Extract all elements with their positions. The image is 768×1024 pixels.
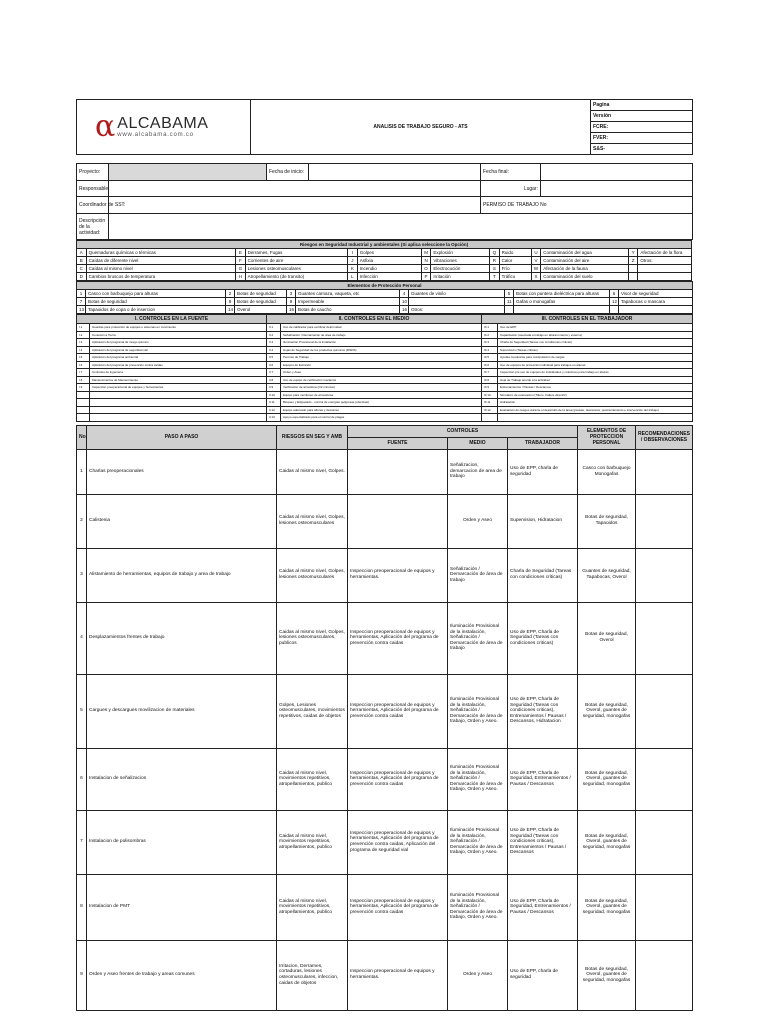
epp-label xyxy=(409,298,505,306)
epp-code: 7 xyxy=(77,298,86,306)
step-epp: Botas de seguridad, Overol, guantes de seguridad, monogafas xyxy=(578,674,636,748)
control-label: Charla de Seguridad (Tareas con condiciones criticas) xyxy=(498,339,693,347)
control-code: III.11 xyxy=(482,399,498,407)
fecha-final-label: Fecha final: xyxy=(481,164,541,181)
control-label: Mantenimientos de Mantenimiento xyxy=(90,376,267,384)
coordinador-label: Coordinador de SST: xyxy=(77,197,109,214)
riesgo-code: F xyxy=(236,257,246,265)
control-label: Equipo adecuado para alturas y descanso xyxy=(281,406,482,414)
step-paso: Alistamiento de herramientas, equipos de trabajo y area de trabajo xyxy=(87,548,277,602)
step-no: 9 xyxy=(77,940,87,1010)
control-label: Apoyo especializado para el control de plagas xyxy=(281,414,482,422)
step-epp: Botas de seguridad, Overol, guantes de seguridad, monogafas xyxy=(578,810,636,874)
control-label: Capacitación (asociada a trabajo en alturas interna y externa) xyxy=(498,331,693,339)
epp-code: 16 xyxy=(400,306,409,314)
epp-label: Gafas o monogafas xyxy=(514,298,610,306)
riesgo-label: Contaminación del aire xyxy=(541,257,629,265)
step-medio: Iluminación Provisional de la instalación, Señalización / Demarcación de área de trabajo, Orden y Aseo. xyxy=(448,874,508,940)
control-code xyxy=(77,399,90,407)
control-code xyxy=(482,414,498,422)
control-code: II.7 xyxy=(267,369,281,377)
riesgo-code: S xyxy=(490,265,500,273)
control-code: III.8 xyxy=(482,376,498,384)
step-no: 4 xyxy=(77,602,87,674)
control-code: II.1 xyxy=(267,324,281,332)
form-title: ANALISIS DE TRABAJO SEGURO - ATS xyxy=(251,100,591,155)
control-label: Orden y Aseo xyxy=(281,369,482,377)
riesgo-label: Frío xyxy=(499,265,531,273)
step-riesgos: Caidas al mismo nivel, Golpes, lesiones osteomusculares xyxy=(277,494,348,548)
riesgo-label: Otros: xyxy=(638,257,692,265)
riesgos-title: Riesgos en Seguridad Industrial y ambientales (Si aplica seleccione la Opción) xyxy=(77,241,692,249)
riesgo-code: K xyxy=(348,265,358,273)
epp-code: 10 xyxy=(400,298,409,306)
controles-table xyxy=(76,314,693,422)
control-code: I.5 xyxy=(77,354,90,362)
epp-label: Botas de seguridad xyxy=(235,298,287,306)
control-label: Uso de equipo de cerificación mecánica xyxy=(281,376,482,384)
step-paso: Cargues y descargues movilizacion de materiales xyxy=(87,674,277,748)
control-label: Verificación de atmósfera (O2 minutos) xyxy=(281,384,482,392)
control-label: Inspección preoperacional de equipos y herramientas xyxy=(90,384,267,392)
step-no: 8 xyxy=(77,874,87,940)
step-fuente: Inspeccion preoperacional de equipos y herramientas. xyxy=(348,940,448,1010)
col-paso: PASO A PASO xyxy=(87,425,277,449)
riesgo-code: B xyxy=(77,257,87,265)
control-code: I.8 xyxy=(77,376,90,384)
riesgo-code: E xyxy=(236,249,246,257)
step-fuente: Inspeccion preoperacional de equipos y herramientas, Aplicación del programa de prevención contra caidas, Aplicación del programa de seguridad vial xyxy=(348,810,448,874)
control-label: Inspección pre uso de equipos de individuales y colectivos para trabajo en alturas xyxy=(498,369,693,377)
riesgo-code: P xyxy=(421,273,431,281)
steps-table xyxy=(76,425,693,1011)
proyecto-label: Proyecto: xyxy=(77,164,109,181)
meta-version: Versión xyxy=(591,111,693,122)
riesgo-label xyxy=(638,273,692,281)
riesgo-code: C xyxy=(77,265,87,273)
col-medio: MEDIO xyxy=(448,437,508,449)
control-code: II.9 xyxy=(267,384,281,392)
epp-code xyxy=(610,306,619,314)
riesgo-code: Z xyxy=(628,257,638,265)
meta-fcre: FCRE: xyxy=(591,122,693,133)
riesgo-code: W xyxy=(531,265,541,273)
control-label: Uso de calibrador para certificar deformidad xyxy=(281,324,482,332)
descripcion-field[interactable] xyxy=(109,214,693,240)
step-trabajador: Uso de EPP, Charla de Seguridad (Tareas con condiciones criticas), Entrenamientos / Pausas / Descansos xyxy=(508,810,578,874)
step-row xyxy=(77,494,693,548)
step-fuente: Inspeccion preoperacional de equipos y herramientas. xyxy=(348,548,448,602)
control-code: II.5 xyxy=(267,354,281,362)
control-label: Equipo para monitoreo de atmosferas xyxy=(281,391,482,399)
lugar-label: Lugar: xyxy=(481,181,541,197)
riesgo-code: J xyxy=(348,257,358,265)
step-recomendaciones[interactable] xyxy=(636,548,693,602)
control-code: I.4 xyxy=(77,346,90,354)
step-medio: Iluminación Provisional de la instalación, Señalización / Demarcación de área de trabajo, Orden y Aseo. xyxy=(448,748,508,810)
epp-label: Guantes carnaza, vaqueta, etc xyxy=(296,290,400,298)
control-label: Ayudas mecánicas para manipulación de cargas xyxy=(498,354,693,362)
step-epp: Botas de seguridad, Overol xyxy=(578,602,636,674)
control-label: Hoja de Trabajo acorde a la actividad xyxy=(498,376,693,384)
riesgo-label: Calor xyxy=(499,257,531,265)
epp-label xyxy=(619,306,693,314)
control-code: I.1 xyxy=(77,324,90,332)
epp-code: 2 xyxy=(226,290,235,298)
epp-code: 1 xyxy=(77,290,86,298)
control-code: I.7 xyxy=(77,369,90,377)
step-row xyxy=(77,602,693,674)
riesgo-code: Y xyxy=(628,249,638,257)
step-fuente: Inspeccion preoperacional de equipos y herramientas, Aplicación del programa de prevención contra caidas xyxy=(348,674,448,748)
riesgo-code xyxy=(628,265,638,273)
control-label: Bloqueo y Etiquetado - control de energías peligrosas (efectivas) xyxy=(281,399,482,407)
control-label: Aplicación del programa de seguridad vial xyxy=(90,346,267,354)
control-label: Hojas de Seguridad de los productos químicos (MSDS) xyxy=(281,346,482,354)
control-code xyxy=(77,406,90,414)
step-fuente: Inspeccion preoperacional de equipos y herramientas, Aplicación del programa de prevención contra caidas xyxy=(348,748,448,810)
fecha-inicio-label: Fecha de inicio: xyxy=(267,164,309,181)
col-controles: CONTROLES xyxy=(348,425,578,437)
control-label: Equipos de Extinción xyxy=(281,361,482,369)
step-row xyxy=(77,874,693,940)
control-code: II.12 xyxy=(267,406,281,414)
riesgo-code: V xyxy=(531,257,541,265)
meta-fver: FVER: xyxy=(591,133,693,144)
epp-code: 3 xyxy=(287,290,296,298)
ats-form xyxy=(76,99,692,1011)
control-label: Supervisión (Tareas criticas) xyxy=(498,346,693,354)
step-epp: Botas de seguridad, Overol, guantes de seguridad, monogafas xyxy=(578,748,636,810)
riesgo-code: A xyxy=(77,249,87,257)
step-epp: Botas de seguridad, Overol, guantes de seguridad, monogafas xyxy=(578,874,636,940)
control-code: III.4 xyxy=(482,346,498,354)
step-recomendaciones[interactable] xyxy=(636,748,693,810)
riesgo-label: Corrientes de aire xyxy=(245,257,347,265)
riesgo-label: Afectación de la flora xyxy=(638,249,692,257)
step-epp: Guantes de seguridad, Tapabocas, Overol xyxy=(578,548,636,602)
step-trabajador: Uso de EPP, Charla de Seguridad (Tareas con condiciones criticas), Entrenamientos / Pausas / Descansos, Hidratacion xyxy=(508,674,578,748)
logo-alpha-icon: α xyxy=(95,109,116,144)
epp-title: Elementos de Protección Personal xyxy=(77,282,693,290)
control-label: Controles de ingeniería xyxy=(90,369,267,377)
riesgo-code: U xyxy=(531,249,541,257)
step-medio: Señalización / Demarcación de área de trabajo xyxy=(448,548,508,602)
riesgo-code: L xyxy=(348,273,358,281)
fecha-final-field[interactable] xyxy=(541,164,693,181)
step-paso: Instalacion de polisombras xyxy=(87,810,277,874)
step-row xyxy=(77,748,693,810)
riesgo-code: O xyxy=(421,265,431,273)
step-row xyxy=(77,674,693,748)
coordinador-field[interactable] xyxy=(109,197,481,214)
riesgo-code: G xyxy=(236,265,246,273)
epp-code: 15 xyxy=(287,306,296,314)
control-label: Uso de EPP xyxy=(498,324,693,332)
step-riesgos: Caidas al mismo nivel, movimientos repetitivos, atropellamientos, publico xyxy=(277,748,348,810)
descripcion-label: Descripción de la actividad: xyxy=(77,214,109,240)
control-code: II.4 xyxy=(267,346,281,354)
controles-fuente-title: I. CONTROLES EN LA FUENTE xyxy=(77,315,267,324)
epp-label: Otros: xyxy=(409,306,505,314)
control-code: III.5 xyxy=(482,354,498,362)
responsable-field[interactable] xyxy=(109,181,481,197)
step-row xyxy=(77,940,693,1010)
control-code: II.11 xyxy=(267,399,281,407)
col-elementos: ELEMENTOS DE PROTECCION PERSONAL xyxy=(578,425,636,449)
epp-table xyxy=(76,281,693,314)
control-code: II.3 xyxy=(267,339,281,347)
epp-code: 12 xyxy=(610,298,619,306)
riesgo-code: H xyxy=(236,273,246,281)
step-trabajador: Charla de Seguridad (Tareas con condiciones criticas) xyxy=(508,548,578,602)
step-trabajador: Supervision, Hidratacion xyxy=(508,494,578,548)
riesgo-label: Incendio xyxy=(357,265,421,273)
epp-label: Overol xyxy=(235,306,287,314)
riesgo-label: Caídas al mismo nivel xyxy=(86,265,235,273)
control-code: III.6 xyxy=(482,361,498,369)
control-code: III.10 xyxy=(482,391,498,399)
step-paso: Instalacion de señalizacion xyxy=(87,748,277,810)
step-riesgos: Golpes, Lesiones osteomusculares, movimientos repetitivos, caidas de objetos xyxy=(277,674,348,748)
riesgo-label: Golpes xyxy=(357,249,421,257)
col-recomendaciones: RECOMENDACIONES / OBSERVACIONES xyxy=(636,425,693,449)
riesgo-label: Cambios bruscos de temperatura xyxy=(86,273,235,281)
control-code: I.6 xyxy=(77,361,90,369)
control-label: Aplicación del programa ambiental xyxy=(90,354,267,362)
col-riesgos: RIESGOS EN SEG Y AMB xyxy=(277,425,348,449)
control-label: Señalización / Demarcación de área de trabajo xyxy=(281,331,482,339)
permiso-label: PERMISO DE TRABAJO No xyxy=(481,197,693,214)
meta-pagina: Pagina xyxy=(591,100,693,111)
riesgo-label: Asfixia xyxy=(357,257,421,265)
step-no: 1 xyxy=(77,449,87,494)
control-label: Uso de equipos de protección individual para trabajos en alturas xyxy=(498,361,693,369)
control-label: Guardas para protección de equipos o sistemas en movimiento xyxy=(90,324,267,332)
control-label: Evaluación de riesgos durante el desarrollo de la tarea (pausas, descansos, posicionamiento e intervención del trabajo) xyxy=(498,406,693,414)
control-code: III.9 xyxy=(482,384,498,392)
control-code: II.2 xyxy=(267,331,281,339)
step-recomendaciones[interactable] xyxy=(636,674,693,748)
epp-code: 9 xyxy=(287,298,296,306)
step-paso: Charlas preoperacionales xyxy=(87,449,277,494)
riesgos-table xyxy=(76,240,692,281)
riesgo-code: T xyxy=(490,273,500,281)
responsable-label: Responsable: xyxy=(77,181,109,197)
step-riesgos: Caidas al mismo nivel, movimientos repetitivos, atropellamientos, publico xyxy=(277,810,348,874)
control-label xyxy=(498,414,693,422)
riesgo-label: Ruido xyxy=(499,249,531,257)
step-recomendaciones[interactable] xyxy=(636,602,693,674)
step-medio: Iluminación Provisional de la instalación, Señalización / Demarcación de área de trabajo xyxy=(448,602,508,674)
proyecto-field[interactable] xyxy=(109,164,267,181)
logo-name: ALCABAMA xyxy=(117,115,209,132)
step-riesgos: Irritacion, Derrames, cortaduras, lesiones osteomusculares, infeccion, caidas de objetos xyxy=(277,940,348,1010)
control-label xyxy=(90,391,267,399)
control-code: I.9 xyxy=(77,384,90,392)
control-code: II.10 xyxy=(267,391,281,399)
control-code: II.6 xyxy=(267,361,281,369)
form-header xyxy=(76,99,693,155)
control-label: Permiso de Trabajo xyxy=(281,354,482,362)
riesgo-code: I xyxy=(348,249,358,257)
step-recomendaciones[interactable] xyxy=(636,940,693,1010)
epp-label: Tapabocas o mascara xyxy=(619,298,693,306)
riesgo-label: Contaminación del agua xyxy=(541,249,629,257)
riesgo-code: D xyxy=(77,273,87,281)
step-medio: Señalizacion, demarcacion de area de trabajo xyxy=(448,449,508,494)
step-recomendaciones[interactable] xyxy=(636,449,693,494)
epp-label: Casco con barbuquejo para alturas xyxy=(86,290,226,298)
controles-medio-title: II. CONTROLES EN EL MEDIO xyxy=(267,315,482,324)
fecha-inicio-field[interactable] xyxy=(309,164,481,181)
step-epp: Botas de seguridad, Overol, guantes de seguridad, monogafas xyxy=(578,940,636,1010)
step-trabajador: Uso de EPP, Charla de Seguridad, Entrenamientos / Pausas / Descansos xyxy=(508,874,578,940)
epp-code: 11 xyxy=(505,298,514,306)
control-code xyxy=(77,414,90,422)
riesgo-label xyxy=(638,265,692,273)
epp-code: 6 xyxy=(610,290,619,298)
epp-code: 8 xyxy=(226,298,235,306)
epp-label: Botas de seguridad xyxy=(86,298,226,306)
lugar-field[interactable] xyxy=(541,181,693,197)
epp-label: Botas con puntera dieléctrica para alturas xyxy=(514,290,610,298)
control-code: III.1 xyxy=(482,324,498,332)
riesgo-label: Explosión xyxy=(431,249,490,257)
epp-label: Visor de seguridad xyxy=(619,290,693,298)
control-code: I.2 xyxy=(77,331,90,339)
step-riesgos: Caidas al mismo nivel, Golpes, lesiones osteomusculares xyxy=(277,548,348,602)
control-label: Aplicación del programa de prevención contra caídas xyxy=(90,361,267,369)
general-info xyxy=(76,163,693,240)
step-row xyxy=(77,810,693,874)
step-trabajador: Uso de EPP, charla de seguridad xyxy=(508,449,578,494)
step-no: 7 xyxy=(77,810,87,874)
riesgo-label: Derrames, Fugas xyxy=(245,249,347,257)
control-code: III.3 xyxy=(482,339,498,347)
step-fuente: Inspeccion preoperacional de equipos y herramientas, Aplicación del programa de prevención contra caidas xyxy=(348,602,448,674)
control-label: Iluminación Provisional de la instalación xyxy=(281,339,482,347)
step-trabajador: Uso de EPP, Charla de Seguridad, Entrenamientos / Pausas / Descansos xyxy=(508,748,578,810)
epp-code: 14 xyxy=(226,306,235,314)
control-code: II.13 xyxy=(267,414,281,422)
step-fuente xyxy=(348,494,448,548)
step-epp: Casco con barbuquejo Monogafas xyxy=(578,449,636,494)
riesgo-label: Afectación de la fauna xyxy=(541,265,629,273)
step-riesgos: Caidas al mismo nivel, movimientos repetitivos, atropellamientos, publico xyxy=(277,874,348,940)
riesgo-label: Electrocución xyxy=(431,265,490,273)
step-riesgos: Caidas al mismo nivel, Golpes. xyxy=(277,449,348,494)
step-row xyxy=(77,449,693,494)
control-code: III.2 xyxy=(482,331,498,339)
riesgo-label: Contaminación del suelo xyxy=(541,273,629,281)
control-code: I.3 xyxy=(77,339,90,347)
col-fuente: FUENTE xyxy=(348,437,448,449)
riesgo-label: Tráfico xyxy=(499,273,531,281)
epp-label: Botas de caucho xyxy=(296,306,400,314)
control-label: Aplicación del programa de riesgo químico xyxy=(90,339,267,347)
step-medio: Orden y Aseo xyxy=(448,940,508,1010)
step-fuente xyxy=(348,449,448,494)
step-medio: Orden y Aseo xyxy=(448,494,508,548)
step-paso: Calistenia xyxy=(87,494,277,548)
control-label: Hidratación xyxy=(498,399,693,407)
step-no: 5 xyxy=(77,674,87,748)
riesgo-code: X xyxy=(531,273,541,281)
control-label xyxy=(90,406,267,414)
epp-label: Tapaoidos de copa o de insercion xyxy=(86,306,226,314)
epp-label: Botas de seguridad xyxy=(235,290,287,298)
riesgo-code: M xyxy=(421,249,431,257)
step-paso: Desplazamientos frentes de trabajo xyxy=(87,602,277,674)
logo-cell xyxy=(77,100,251,155)
step-recomendaciones[interactable] xyxy=(636,874,693,940)
step-medio: Iluminación Provisional de la instalación, Señalización / Demarcación de área de trabajo, Orden y Aseo. xyxy=(448,674,508,748)
control-label xyxy=(90,399,267,407)
control-label: Entrenamientos / Pausas / Descansos xyxy=(498,384,693,392)
riesgo-label: Vibraciones xyxy=(431,257,490,265)
riesgo-label: Infección xyxy=(357,273,421,281)
step-epp: Botas de seguridad, Tapaoidos xyxy=(578,494,636,548)
step-medio: Iluminación Provisional de la instalación, Señalización / Demarcación de área de trabajo, Orden y Aseo. xyxy=(448,810,508,874)
step-trabajador: Uso de EPP, Charla de Seguridad (Tareas con condiciones criticas) xyxy=(508,602,578,674)
col-trabajador: TRABAJADOR xyxy=(508,437,578,449)
epp-code: 5 xyxy=(505,290,514,298)
epp-label: Impermeable xyxy=(296,298,400,306)
control-code: II.8 xyxy=(267,376,281,384)
step-no: 2 xyxy=(77,494,87,548)
step-no: 6 xyxy=(77,748,87,810)
epp-code xyxy=(505,306,514,314)
step-paso: Orden y Aseo frentes de trabajo y areas comunes xyxy=(87,940,277,1010)
epp-label xyxy=(514,306,610,314)
riesgo-code: R xyxy=(490,257,500,265)
control-code: III.7 xyxy=(482,369,498,377)
control-label: Simulacro de evacuación (Tiltero, Fallere directriz) xyxy=(498,391,693,399)
control-label: Conexión a Tierra xyxy=(90,331,267,339)
step-fuente: Inspeccion preoperacional de equipos y herramientas, Aplicación del programa de prevención contra caidas xyxy=(348,874,448,940)
riesgo-label: Irritación xyxy=(431,273,490,281)
riesgo-code xyxy=(628,273,638,281)
control-code xyxy=(77,391,90,399)
step-no: 3 xyxy=(77,548,87,602)
step-recomendaciones[interactable] xyxy=(636,810,693,874)
riesgo-label: Lesiones osteomusculares xyxy=(245,265,347,273)
company-logo xyxy=(79,109,248,144)
col-no: No. xyxy=(77,425,87,449)
meta-code: S&S- xyxy=(591,144,693,155)
control-label xyxy=(90,414,267,422)
step-riesgos: Caidas al mismo nivel, Golpes, lesiones osteomusculares, publicos xyxy=(277,602,348,674)
riesgo-code: N xyxy=(421,257,431,265)
riesgo-code: Q xyxy=(490,249,500,257)
step-paso: Instalacion de PMT xyxy=(87,874,277,940)
epp-code: 13 xyxy=(77,306,86,314)
step-recomendaciones[interactable] xyxy=(636,494,693,548)
logo-url: www.alcabama.com.co xyxy=(117,132,194,138)
control-code: III.12 xyxy=(482,406,498,414)
epp-code: 4 xyxy=(400,290,409,298)
riesgo-label: Atropellamiento (de transito) xyxy=(245,273,347,281)
controles-trabajador-title: III. CONTROLES EN EL TRABAJADOR xyxy=(482,315,693,324)
riesgo-label: Quemaduras químicas o térmicas xyxy=(86,249,235,257)
step-trabajador: Uso de EPP, charla de seguridad xyxy=(508,940,578,1010)
riesgo-label: Caídas de diferente nivel xyxy=(86,257,235,265)
epp-label: Guantes de vinilo xyxy=(409,290,505,298)
step-row xyxy=(77,548,693,602)
